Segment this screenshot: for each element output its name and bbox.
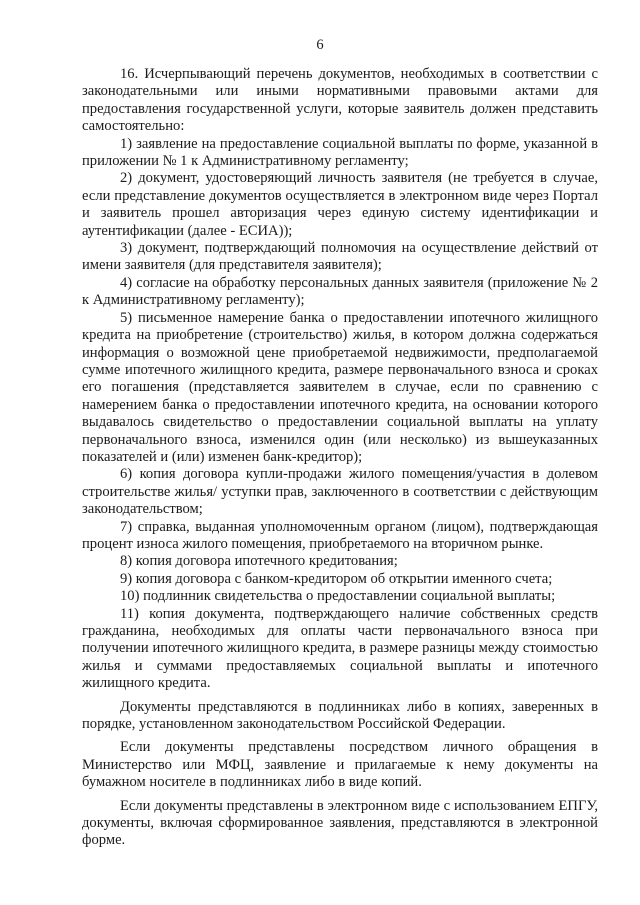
list-item-4: 4) согласие на обработку персональных данных заявителя (приложение № 2 к Административному регламенту); xyxy=(82,274,598,309)
list-item-8: 8) копия договора ипотечного кредитования; xyxy=(120,553,398,570)
paragraph-personal-submission: Если документы представлены посредством личного обращения в Министерство или МФЦ, заявление и прилагаемые к нему документы на бумажном носителе в подлинниках либо в виде копий. xyxy=(82,739,598,791)
list-item-6: 6) копия договора купли-продажи жилого помещения/участия в долевом строительстве жилья/ уступки прав, заключенного в соответствии с действующим законодательством; xyxy=(82,466,598,518)
list-item-7: 7) справка, выданная уполномоченным органом (лицом), подтверждающая процент износа жилого помещения, приобретаемого на вторичном рынке. xyxy=(82,518,598,552)
list-item-5: 5) письменное намерение банка о предоставлении ипотечного жилищного кредита на приобретение (строительство) жилья, в котором должна содержаться информация о возможной цене приобретаемой недвижимости, предполагаемой сумме ипотечного жилищного кредита, размере первоначального взноса и сроках его погашения (представляется заявителем в случае, если по сравнению с намерением банка о предоставлении ипотечного кредита, на основании которого выдавалось свидетельство о предоставлении социальной выплаты на уплату первоначального взноса, изменился один (или несколько) из вышеуказанных показателей и (или) изменен банк-кредитор); xyxy=(82,309,598,465)
list-item-10: 10) подлинник свидетельства о предоставлении социальной выплаты; xyxy=(120,588,556,605)
document-body xyxy=(82,66,598,850)
paragraph-electronic-submission: Если документы представлены в электронном виде с использованием ЕПГУ, документы, включая сформированное заявления, представляются в электронной форме. xyxy=(82,797,598,849)
list-item-3: 3) документ, подтверждающий полномочия на осуществление действий от имени заявителя (для представителя заявителя); xyxy=(82,240,598,274)
list-item-1: 1) заявление на предоставление социальной выплаты по форме, указанной в приложении № 1 к Административному регламенту; xyxy=(82,135,598,170)
list-item-2: 2) документ, удостоверяющий личность заявителя (не требуется в случае, если представление документов осуществляется в электронном виде через Портал и заявитель прошел авторизация через единую систему идентификации и аутентификации (далее - ЕСИА)); xyxy=(82,170,598,239)
list-item-9: 9) копия договора с банком-кредитором об открытии именного счета; xyxy=(120,570,553,587)
paragraph-documents-copies: Документы представляются в подлинниках либо в копиях, заверенных в порядке, установленном законодательством Российской Федерации. xyxy=(82,698,598,733)
paragraph-16-heading: 16. Исчерпывающий перечень документов, необходимых в соответствии с законодательными или иными нормативными правовыми актами для предоставления государственной услуги, которые заявитель должен представить самостоятельно: xyxy=(82,66,598,135)
list-item-11: 11) копия документа, подтверждающего наличие собственных средств гражданина, необходимых для оплаты части первоначального взноса при получении ипотечного жилищного кредита, в размере разницы между стоимостью жилья и суммами предоставляемых социальной выплаты и ипотечного жилищного кредита. xyxy=(82,605,598,692)
page-number: 6 xyxy=(316,37,324,53)
